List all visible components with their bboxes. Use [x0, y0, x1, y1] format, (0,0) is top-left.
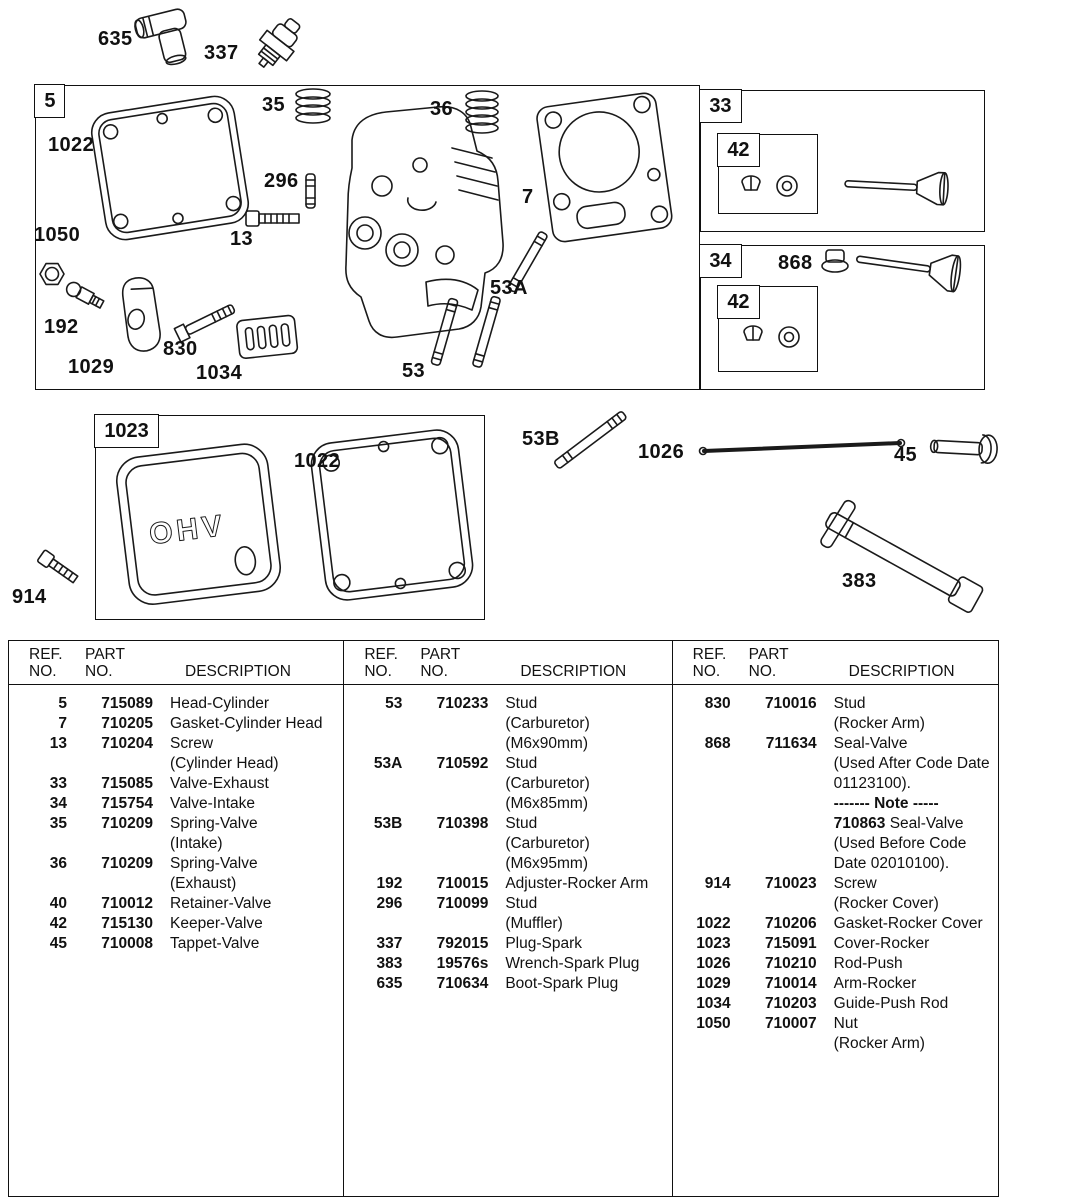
part-no-cell: 715130: [101, 915, 153, 932]
description-cell: Rod-Push: [833, 955, 903, 972]
ref-no-header: REF. NO.: [364, 646, 398, 680]
parts-row-line: [9, 754, 343, 774]
part-no-cell: 710023: [764, 875, 817, 892]
part-no-cell: 710206: [764, 915, 817, 932]
description-cell: (Carburetor): [505, 775, 590, 792]
part-no-cell: 710398: [436, 815, 489, 832]
part-ref-label-383: 383: [842, 570, 877, 592]
ref-no-cell: [344, 834, 406, 854]
ref-no-cell: 914: [704, 875, 731, 892]
parts-row-line: [9, 914, 343, 934]
description-cell: Stud: [833, 695, 866, 712]
description-header: DESCRIPTION: [520, 663, 627, 680]
parts-row-line: [344, 734, 671, 754]
screw-rocker-cover-icon: [37, 550, 79, 586]
description-cell: Arm-Rocker: [833, 975, 917, 992]
description-cell: (M6x85mm): [505, 795, 588, 812]
part-no-cell: 715089: [101, 695, 153, 712]
part-ref-label-1026: 1026: [638, 441, 685, 463]
rod-push-icon: [700, 440, 905, 455]
parts-row-line: [673, 834, 998, 854]
parts-row-line: [9, 774, 343, 794]
parts-row-line: [344, 694, 671, 714]
part-ref-label-296: 296: [264, 170, 299, 192]
parts-row-line: [344, 954, 671, 974]
part-no-cell: 710210: [764, 955, 817, 972]
part-no-cell: 710203: [764, 995, 817, 1012]
part-no-cell: [406, 714, 496, 734]
description-cell: (Cylinder Head): [170, 755, 279, 772]
parts-row-line: [9, 894, 343, 914]
ref-no-cell: 337: [376, 935, 403, 952]
description-cell: Screw: [170, 735, 214, 752]
parts-row-line: [344, 854, 671, 874]
ref-no-cell: 192: [376, 875, 403, 892]
ref-no-cell: [9, 754, 71, 774]
ref-no-cell: [673, 794, 735, 814]
part-no-cell: 710007: [764, 1015, 817, 1032]
ref-no-cell: 53: [385, 695, 403, 712]
part-ref-label-830: 830: [163, 338, 198, 360]
ref-no-cell: 296: [376, 895, 403, 912]
part-ref-label-7: 7: [522, 186, 534, 208]
ref-no-cell: [9, 874, 71, 894]
ref-no-cell: [673, 754, 735, 774]
parts-rows: [673, 685, 998, 1054]
parts-row-line: [9, 934, 343, 954]
description-cell: Nut: [833, 1015, 858, 1032]
part-no-cell: 710099: [436, 895, 489, 912]
part-no-cell: 710012: [101, 895, 153, 912]
part-ref-label-192: 192: [44, 316, 79, 338]
ref-no-cell: [344, 794, 406, 814]
ref-no-cell: [673, 1034, 735, 1054]
ref-no-cell: 635: [376, 975, 403, 992]
parts-row-line: [673, 1014, 998, 1034]
parts-row-line: [673, 874, 998, 894]
stud-carburetor-53b-icon: [554, 411, 627, 469]
ref-no-cell: 383: [376, 955, 403, 972]
ref-no-cell: [344, 774, 406, 794]
part-no-cell: [735, 894, 825, 914]
parts-row-line: [673, 934, 998, 954]
part-no-cell: 710209: [101, 855, 153, 872]
description-cell: (Exhaust): [170, 875, 237, 892]
description-cell: (Rocker Arm): [833, 715, 925, 732]
parts-row-line: [344, 974, 671, 994]
parts-row-line: [9, 694, 343, 714]
description-cell: 710863 Seal-Valve: [833, 815, 964, 832]
parts-row-line: [9, 794, 343, 814]
description-cell: Keeper-Valve: [170, 915, 263, 932]
part-no-cell: [71, 754, 161, 774]
description-cell: Stud: [505, 695, 538, 712]
description-header: DESCRIPTION: [848, 663, 955, 680]
part-ref-label-36: 36: [430, 98, 454, 120]
description-cell: Stud: [505, 815, 538, 832]
description-cell: (Muffler): [505, 915, 563, 932]
callout-box-1023: [95, 415, 485, 620]
description-cell: (Used Before Code: [833, 835, 967, 852]
description-header: DESCRIPTION: [185, 663, 291, 680]
part-no-cell: 710233: [436, 695, 489, 712]
column-header: [9, 641, 343, 685]
part-no-cell: 710015: [436, 875, 489, 892]
boot-spark-plug-icon: [133, 8, 195, 72]
parts-list-column-3: [672, 641, 998, 1196]
part-ref-label-13: 13: [230, 228, 254, 250]
parts-row-line: [673, 914, 998, 934]
parts-list-table: [8, 640, 999, 1197]
ref-no-cell: 1050: [696, 1015, 731, 1032]
description-cell: 01123100).: [833, 775, 911, 792]
ref-no-cell: [673, 814, 735, 834]
ref-no-header: REF. NO.: [29, 646, 63, 680]
part-no-cell: 710592: [436, 755, 489, 772]
parts-row-line: [344, 794, 671, 814]
description-cell: Valve-Intake: [170, 795, 256, 812]
part-ref-label-1022: 1022: [294, 450, 341, 472]
callout-box-42: [718, 286, 818, 372]
description-cell: (Used After Code Date: [833, 755, 990, 772]
parts-row-line: [344, 814, 671, 834]
part-no-header: PART NO.: [85, 646, 125, 680]
parts-row-line: [344, 894, 671, 914]
part-ref-label-53: 53: [402, 360, 426, 382]
description-cell: (Rocker Arm): [833, 1035, 925, 1052]
ref-no-header: REF. NO.: [692, 646, 727, 680]
parts-row-line: [344, 834, 671, 854]
part-ref-label-635: 635: [98, 28, 133, 50]
description-cell: (Carburetor): [505, 715, 590, 732]
part-ref-label-1034: 1034: [196, 362, 243, 384]
ref-no-cell: 40: [49, 895, 67, 912]
description-cell: Stud: [505, 755, 538, 772]
ref-no-cell: [673, 774, 735, 794]
part-no-cell: [406, 794, 496, 814]
parts-row-line: [673, 974, 998, 994]
callout-box-label-5: 5: [34, 84, 65, 118]
ref-no-cell: 45: [49, 935, 67, 952]
parts-row-line: [344, 934, 671, 954]
parts-row-line: [344, 774, 671, 794]
part-ref-label-1050: 1050: [34, 224, 81, 246]
description-cell: (M6x95mm): [505, 855, 588, 872]
description-cell: Boot-Spark Plug: [505, 975, 619, 992]
ref-no-cell: 7: [58, 715, 67, 732]
parts-row-line: [673, 954, 998, 974]
parts-row-line: [344, 914, 671, 934]
tappet-valve-icon: [930, 432, 998, 463]
ref-no-cell: 1022: [696, 915, 731, 932]
description-cell: Valve-Exhaust: [170, 775, 269, 792]
column-header: [673, 641, 998, 685]
part-ref-label-1022: 1022: [48, 134, 95, 156]
part-no-cell: [71, 834, 161, 854]
part-ref-label-1029: 1029: [68, 356, 115, 378]
part-no-cell: [406, 734, 496, 754]
part-no-cell: 710016: [764, 695, 817, 712]
part-no-cell: [71, 874, 161, 894]
ref-no-cell: [344, 734, 406, 754]
cover-embossed-text: OHV: [147, 509, 228, 552]
ref-no-cell: [344, 854, 406, 874]
description-cell: (Carburetor): [505, 835, 590, 852]
parts-row-line: [673, 694, 998, 714]
ref-no-cell: 33: [49, 775, 67, 792]
description-cell: Gasket-Cylinder Head: [170, 715, 323, 732]
part-no-cell: [735, 774, 825, 794]
ref-no-cell: 5: [58, 695, 67, 712]
ref-no-cell: 53A: [373, 755, 403, 772]
part-no-cell: 715085: [101, 775, 153, 792]
description-cell: (M6x90mm): [505, 735, 588, 752]
ref-no-cell: 13: [49, 735, 67, 752]
ref-no-cell: 34: [49, 795, 67, 812]
description-cell: Spring-Valve: [170, 855, 258, 872]
part-no-cell: [735, 834, 825, 854]
description-cell: Retainer-Valve: [170, 895, 272, 912]
part-no-cell: 715754: [101, 795, 153, 812]
parts-row-line: [673, 714, 998, 734]
part-no-cell: [735, 854, 825, 874]
part-no-cell: [735, 1034, 825, 1054]
parts-row-line: [344, 754, 671, 774]
description-cell: Spring-Valve: [170, 815, 258, 832]
callout-box-42: [718, 134, 818, 214]
part-no-header: PART NO.: [748, 646, 789, 680]
ref-no-cell: 36: [49, 855, 67, 872]
part-no-header: PART NO.: [420, 646, 461, 680]
ref-no-cell: [673, 854, 735, 874]
ref-no-cell: [344, 914, 406, 934]
part-no-cell: 19576s: [436, 955, 489, 972]
description-cell: ------- Note -----: [833, 795, 939, 812]
parts-list-column-1: [9, 641, 343, 1196]
ref-no-cell: [9, 834, 71, 854]
description-cell: (Intake): [170, 835, 223, 852]
part-no-cell: [406, 914, 496, 934]
part-ref-label-53B: 53B: [522, 428, 560, 450]
part-ref-label-337: 337: [204, 42, 239, 64]
part-no-cell: 710209: [101, 815, 153, 832]
callout-box-label-42: 42: [717, 285, 759, 319]
ref-no-cell: 830: [704, 695, 731, 712]
ref-no-cell: [673, 714, 735, 734]
ref-no-cell: [673, 834, 735, 854]
parts-row-line: [673, 994, 998, 1014]
parts-rows: [344, 685, 671, 994]
part-no-cell: 792015: [436, 935, 489, 952]
callout-box-5: [35, 85, 700, 390]
description-cell: Adjuster-Rocker Arm: [505, 875, 649, 892]
part-no-cell: 710008: [101, 935, 153, 952]
part-no-cell: [406, 854, 496, 874]
part-ref-label-868: 868: [778, 252, 813, 274]
part-ref-label-45: 45: [894, 444, 918, 466]
parts-row-line: [673, 774, 998, 794]
ref-no-cell: 868: [704, 735, 731, 752]
part-no-cell: [735, 714, 825, 734]
ref-no-cell: [673, 894, 735, 914]
parts-row-line: [673, 754, 998, 774]
ref-no-cell: [344, 714, 406, 734]
part-no-cell: 711634: [765, 735, 817, 752]
callout-box-label-42: 42: [717, 133, 759, 167]
part-ref-label-35: 35: [262, 94, 286, 116]
part-no-cell: 710204: [101, 735, 153, 752]
description-cell: Cover-Rocker: [833, 935, 930, 952]
column-header: [344, 641, 671, 685]
part-no-cell: [735, 794, 825, 814]
description-cell: Seal-Valve: [833, 735, 908, 752]
parts-row-line: [9, 814, 343, 834]
part-ref-label-914: 914: [12, 586, 47, 608]
ref-no-cell: 1023: [696, 935, 731, 952]
parts-row-line: [673, 794, 998, 814]
parts-row-line: [344, 714, 671, 734]
parts-row-line: [344, 874, 671, 894]
parts-row-line: [673, 894, 998, 914]
description-cell: Plug-Spark: [505, 935, 583, 952]
part-no-cell: [735, 754, 825, 774]
description-cell: Gasket-Rocker Cover: [833, 915, 983, 932]
ref-no-cell: 53B: [373, 815, 403, 832]
parts-row-line: [673, 1034, 998, 1054]
spark-plug-icon: [248, 11, 309, 75]
parts-rows: [9, 685, 343, 954]
description-cell: Tappet-Valve: [170, 935, 260, 952]
part-no-cell: [735, 814, 825, 834]
parts-row-line: [9, 834, 343, 854]
callout-box-label-1023: 1023: [94, 414, 159, 448]
ref-no-cell: 35: [49, 815, 67, 832]
description-cell: Screw: [833, 875, 877, 892]
callout-box-label-34: 34: [699, 244, 741, 278]
part-no-cell: 710205: [101, 715, 153, 732]
part-no-cell: 710634: [436, 975, 489, 992]
ref-no-cell: 1034: [696, 995, 731, 1012]
description-cell: Stud: [505, 895, 538, 912]
ref-no-cell: 1026: [696, 955, 731, 972]
ref-no-cell: 1029: [696, 975, 731, 992]
parts-row-line: [9, 854, 343, 874]
part-no-cell: [406, 834, 496, 854]
wrench-spark-plug-icon: [819, 499, 984, 614]
ref-no-cell: 42: [49, 915, 67, 932]
parts-row-line: [673, 734, 998, 754]
parts-list-column-2: [343, 641, 671, 1196]
parts-row-line: [9, 874, 343, 894]
parts-row-line: [9, 734, 343, 754]
part-ref-label-53A: 53A: [490, 277, 528, 299]
description-cell: Date 02010100).: [833, 855, 950, 872]
parts-row-line: [673, 854, 998, 874]
description-cell: Head-Cylinder: [170, 695, 270, 712]
parts-row-line: [673, 814, 998, 834]
description-cell: Guide-Push Rod: [833, 995, 949, 1012]
description-cell: Wrench-Spark Plug: [505, 955, 640, 972]
parts-row-line: [9, 714, 343, 734]
callout-box-label-33: 33: [699, 89, 741, 123]
part-no-cell: 715091: [764, 935, 817, 952]
part-no-cell: 710014: [764, 975, 817, 992]
description-cell: (Rocker Cover): [833, 895, 939, 912]
part-no-cell: [406, 774, 496, 794]
